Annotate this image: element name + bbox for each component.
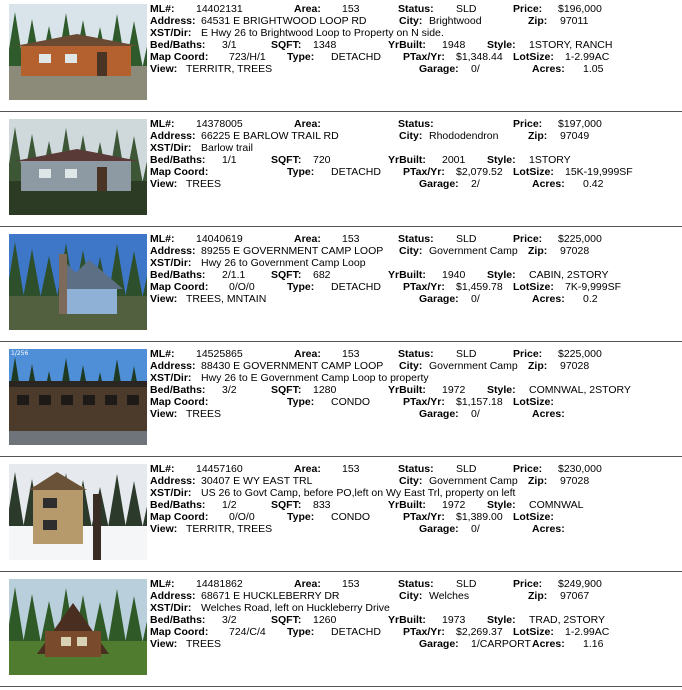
type-label: Type: [287, 396, 315, 408]
type-label: Type: [287, 626, 315, 638]
sqft-value: 833 [313, 499, 331, 511]
listing-card[interactable] [0, 115, 682, 230]
listing-photo[interactable] [9, 579, 147, 675]
style-value: TRAD, 2STORY [529, 614, 606, 626]
view-label: View: [150, 523, 178, 535]
ptax-label: PTax/Yr: [403, 626, 445, 638]
garage-label: Garage: [419, 178, 459, 190]
view-label: View: [150, 63, 178, 75]
ml-label: ML#: [150, 3, 175, 15]
zip-label: Zip: [528, 360, 548, 372]
ml-value: 14525865 [196, 348, 243, 360]
type-label: Type: [287, 51, 315, 63]
area-label: Area: [294, 578, 321, 590]
sqft-label: SQFT: [271, 499, 302, 511]
mapcoord-label: Map Coord: [150, 281, 209, 293]
ptax-value: $2,269.37 [456, 626, 503, 638]
address-value: 88430 E GOVERNMENT CAMP LOOP [201, 360, 384, 372]
listing-card[interactable] [0, 460, 682, 575]
city-label: City: [399, 15, 423, 27]
ml-value: 14457160 [196, 463, 243, 475]
style-label: Style: [487, 499, 516, 511]
yrbuilt-label: YrBuilt: [388, 154, 426, 166]
ptax-label: PTax/Yr: [403, 281, 445, 293]
view-label: View: [150, 408, 178, 420]
address-value: 89255 E GOVERNMENT CAMP LOOP [201, 245, 384, 257]
ml-value: 14402131 [196, 3, 243, 15]
style-value: 1STORY, RANCH [529, 39, 613, 51]
listing-photo[interactable] [9, 119, 147, 215]
area-value: 153 [342, 3, 360, 15]
photo-label: 1/256 [11, 350, 29, 357]
lotsize-label: LotSize: [513, 51, 554, 63]
lotsize-value: 7K-9,999SF [565, 281, 622, 293]
address-label: Address: [150, 475, 196, 487]
listing-photo[interactable] [9, 234, 147, 330]
status-value: SLD [456, 348, 477, 360]
lotsize-value: 1-2.99AC [565, 626, 610, 638]
acres-label: Acres: [532, 293, 565, 305]
ptax-value: $1,157.18 [456, 396, 503, 408]
price-label: Price: [513, 233, 543, 245]
garage-value: 0/ [471, 63, 480, 75]
city-value: Government Camp [429, 245, 518, 257]
garage-value: 0/ [471, 293, 480, 305]
city-value: Government Camp [429, 475, 518, 487]
price-value: $249,900 [558, 578, 602, 590]
sqft-label: SQFT: [271, 384, 302, 396]
ml-value: 14040619 [196, 233, 243, 245]
yrbuilt-value: 1940 [442, 269, 466, 281]
xst-value: E Hwy 26 to Brightwood Loop to Property on N side. [201, 27, 444, 39]
lotsize-value: 1-2.99AC [565, 51, 610, 63]
status-label: Status: [398, 348, 434, 360]
garage-label: Garage: [419, 523, 459, 535]
garage-label: Garage: [419, 293, 459, 305]
ptax-value: $2,079.52 [456, 166, 503, 178]
bedbaths-label: Bed/Baths: [150, 614, 206, 626]
zip-value: 97028 [560, 245, 590, 257]
garage-label: Garage: [419, 63, 459, 75]
zip-value: 97028 [560, 360, 590, 372]
style-label: Style: [487, 269, 516, 281]
style-value: COMNWAL [529, 499, 584, 511]
ml-label: ML#: [150, 118, 175, 130]
ptax-label: PTax/Yr: [403, 396, 445, 408]
mapcoord-value: 723/H/1 [229, 51, 266, 63]
yrbuilt-label: YrBuilt: [388, 384, 426, 396]
price-label: Price: [513, 3, 543, 15]
acres-value: 0.42 [583, 178, 604, 190]
yrbuilt-label: YrBuilt: [388, 269, 426, 281]
bedbaths-label: Bed/Baths: [150, 269, 206, 281]
xst-value: Barlow trail [201, 142, 253, 154]
style-label: Style: [487, 154, 516, 166]
yrbuilt-label: YrBuilt: [388, 39, 426, 51]
city-value: Brightwood [429, 15, 482, 27]
yrbuilt-value: 2001 [442, 154, 466, 166]
style-label: Style: [487, 39, 516, 51]
address-label: Address: [150, 590, 196, 602]
type-value: CONDO [331, 396, 371, 408]
status-value: SLD [456, 463, 477, 475]
listing-photo[interactable] [9, 4, 147, 100]
mapcoord-label: Map Coord: [150, 51, 209, 63]
address-value: 66225 E BARLOW TRAIL RD [201, 130, 339, 142]
area-label: Area: [294, 463, 321, 475]
xst-label: XST/Dir: [150, 487, 192, 499]
style-value: COMNWAL, 2STORY [529, 384, 631, 396]
sqft-value: 682 [313, 269, 331, 281]
zip-value: 97011 [560, 15, 589, 27]
address-label: Address: [150, 245, 196, 257]
lotsize-label: LotSize: [513, 511, 554, 523]
price-value: $197,000 [558, 118, 602, 130]
sqft-label: SQFT: [271, 269, 302, 281]
ptax-label: PTax/Yr: [403, 51, 445, 63]
bedbaths-value: 2/1.1 [222, 269, 246, 281]
bedbaths-value: 1/2 [222, 499, 237, 511]
ml-label: ML#: [150, 233, 175, 245]
sqft-label: SQFT: [271, 154, 302, 166]
address-value: 30407 E WY EAST TRL [201, 475, 313, 487]
mapcoord-label: Map Coord: [150, 511, 209, 523]
city-value: Rhododendron [429, 130, 499, 142]
address-value: 68671 E HUCKLEBERRY DR [201, 590, 340, 602]
ml-value: 14378005 [196, 118, 243, 130]
mapcoord-value: 724/C/4 [229, 626, 266, 638]
xst-value: Welches Road, left on Huckleberry Drive [201, 602, 390, 614]
area-value: 153 [342, 578, 360, 590]
view-value: TREES, MNTAIN [186, 293, 267, 305]
sqft-value: 1260 [313, 614, 337, 626]
mapcoord-label: Map Coord: [150, 396, 209, 408]
xst-label: XST/Dir: [150, 372, 192, 384]
lotsize-value: 15K-19,999SF [565, 166, 633, 178]
status-value: SLD [456, 233, 477, 245]
ptax-label: PTax/Yr: [403, 511, 445, 523]
type-label: Type: [287, 281, 315, 293]
status-label: Status: [398, 3, 434, 15]
status-label: Status: [398, 578, 434, 590]
ptax-value: $1,389.00 [456, 511, 503, 523]
acres-label: Acres: [532, 523, 565, 535]
city-label: City: [399, 590, 423, 602]
style-value: CABIN, 2STORY [529, 269, 609, 281]
zip-label: Zip: [528, 15, 548, 27]
yrbuilt-label: YrBuilt: [388, 614, 426, 626]
city-label: City: [399, 360, 423, 372]
listing-photo[interactable] [9, 464, 147, 560]
price-value: $230,000 [558, 463, 602, 475]
price-label: Price: [513, 463, 543, 475]
xst-value: Hwy 26 to E Government Camp Loop to property [201, 372, 429, 384]
style-label: Style: [487, 384, 516, 396]
listing-divider [0, 111, 682, 112]
listing-divider [0, 226, 682, 227]
address-label: Address: [150, 15, 196, 27]
price-label: Price: [513, 578, 543, 590]
acres-label: Acres: [532, 408, 565, 420]
price-value: $225,000 [558, 233, 602, 245]
address-label: Address: [150, 360, 196, 372]
view-value: TREES [186, 178, 222, 190]
price-label: Price: [513, 348, 543, 360]
mapcoord-value: 0/O/0 [229, 511, 255, 523]
sqft-label: SQFT: [271, 39, 302, 51]
area-label: Area: [294, 233, 321, 245]
view-label: View: [150, 293, 178, 305]
mapcoord-value: 0/O/0 [229, 281, 255, 293]
type-label: Type: [287, 166, 315, 178]
address-value: 64531 E BRIGHTWOOD LOOP RD [201, 15, 367, 27]
xst-value: US 26 to Govt Camp, before PO,left on Wy East Trl, property on left [201, 487, 516, 499]
type-value: DETACHD [331, 51, 381, 63]
view-label: View: [150, 178, 178, 190]
yrbuilt-value: 1948 [442, 39, 466, 51]
bedbaths-value: 3/2 [222, 614, 237, 626]
status-label: Status: [398, 233, 434, 245]
area-label: Area: [294, 118, 321, 130]
city-value: Government Camp [429, 360, 518, 372]
area-value: 153 [342, 233, 360, 245]
sqft-label: SQFT: [271, 614, 302, 626]
listing-divider [0, 571, 682, 572]
bedbaths-value: 1/1 [222, 154, 237, 166]
status-value: SLD [456, 3, 477, 15]
lotsize-label: LotSize: [513, 166, 554, 178]
type-value: CONDO [331, 511, 371, 523]
xst-label: XST/Dir: [150, 602, 192, 614]
city-label: City: [399, 130, 423, 142]
acres-value: 1.16 [583, 638, 604, 650]
city-label: City: [399, 475, 423, 487]
bedbaths-value: 3/1 [222, 39, 237, 51]
zip-value: 97067 [560, 590, 590, 602]
ml-value: 14481862 [196, 578, 243, 590]
acres-label: Acres: [532, 638, 565, 650]
listing-card[interactable] [0, 230, 682, 345]
lotsize-label: LotSize: [513, 281, 554, 293]
yrbuilt-value: 1972 [442, 499, 466, 511]
listing-divider [0, 341, 682, 342]
bedbaths-value: 3/2 [222, 384, 237, 396]
xst-value: Hwy 26 to Government Camp Loop [201, 257, 366, 269]
view-value: TERRITR, TREES [186, 63, 273, 75]
city-label: City: [399, 245, 423, 257]
view-value: TREES [186, 638, 222, 650]
area-value: 153 [342, 348, 360, 360]
ml-label: ML#: [150, 348, 175, 360]
acres-value: 0.2 [583, 293, 598, 305]
view-value: TERRITR, TREES [186, 523, 273, 535]
garage-value: 2/ [471, 178, 480, 190]
zip-label: Zip: [528, 590, 548, 602]
listing-card[interactable] [0, 575, 682, 690]
bedbaths-label: Bed/Baths: [150, 154, 206, 166]
ptax-label: PTax/Yr: [403, 166, 445, 178]
lotsize-label: LotSize: [513, 396, 554, 408]
ml-label: ML#: [150, 463, 175, 475]
zip-label: Zip: [528, 130, 548, 142]
sqft-value: 1280 [313, 384, 337, 396]
status-label: Status: [398, 118, 434, 130]
city-value: Welches [429, 590, 470, 602]
acres-label: Acres: [532, 63, 565, 75]
garage-value: 1/CARPORT [471, 638, 531, 650]
garage-label: Garage: [419, 638, 459, 650]
area-label: Area: [294, 348, 321, 360]
style-label: Style: [487, 614, 516, 626]
xst-label: XST/Dir: [150, 257, 192, 269]
garage-value: 0/ [471, 408, 480, 420]
mapcoord-label: Map Coord: [150, 626, 209, 638]
listing-card[interactable] [0, 0, 682, 115]
yrbuilt-value: 1973 [442, 614, 466, 626]
yrbuilt-label: YrBuilt: [388, 499, 426, 511]
bedbaths-label: Bed/Baths: [150, 384, 206, 396]
address-label: Address: [150, 130, 196, 142]
view-label: View: [150, 638, 178, 650]
garage-label: Garage: [419, 408, 459, 420]
xst-label: XST/Dir: [150, 142, 192, 154]
listing-photo[interactable] [9, 349, 147, 445]
ptax-value: $1,348.44 [456, 51, 503, 63]
mapcoord-label: Map Coord: [150, 166, 209, 178]
acres-label: Acres: [532, 178, 565, 190]
ptax-value: $1,459.78 [456, 281, 503, 293]
area-value: 153 [342, 463, 360, 475]
acres-value: 1.05 [583, 63, 604, 75]
lotsize-label: LotSize: [513, 626, 554, 638]
ml-label: ML#: [150, 578, 175, 590]
zip-label: Zip: [528, 245, 548, 257]
bedbaths-label: Bed/Baths: [150, 499, 206, 511]
price-value: $225,000 [558, 348, 602, 360]
zip-value: 97028 [560, 475, 590, 487]
type-label: Type: [287, 511, 315, 523]
garage-value: 0/ [471, 523, 480, 535]
type-value: DETACHD [331, 166, 381, 178]
status-value: SLD [456, 578, 477, 590]
sqft-value: 1348 [313, 39, 337, 51]
yrbuilt-value: 1972 [442, 384, 466, 396]
status-label: Status: [398, 463, 434, 475]
listing-divider [0, 686, 682, 687]
listing-card[interactable] [0, 345, 682, 460]
zip-label: Zip: [528, 475, 548, 487]
sqft-value: 720 [313, 154, 331, 166]
listing-divider [0, 456, 682, 457]
type-value: DETACHD [331, 626, 381, 638]
view-value: TREES [186, 408, 222, 420]
price-label: Price: [513, 118, 543, 130]
style-value: 1STORY [529, 154, 571, 166]
zip-value: 97049 [560, 130, 590, 142]
xst-label: XST/Dir: [150, 27, 192, 39]
type-value: DETACHD [331, 281, 381, 293]
price-value: $196,000 [558, 3, 602, 15]
area-label: Area: [294, 3, 321, 15]
bedbaths-label: Bed/Baths: [150, 39, 206, 51]
